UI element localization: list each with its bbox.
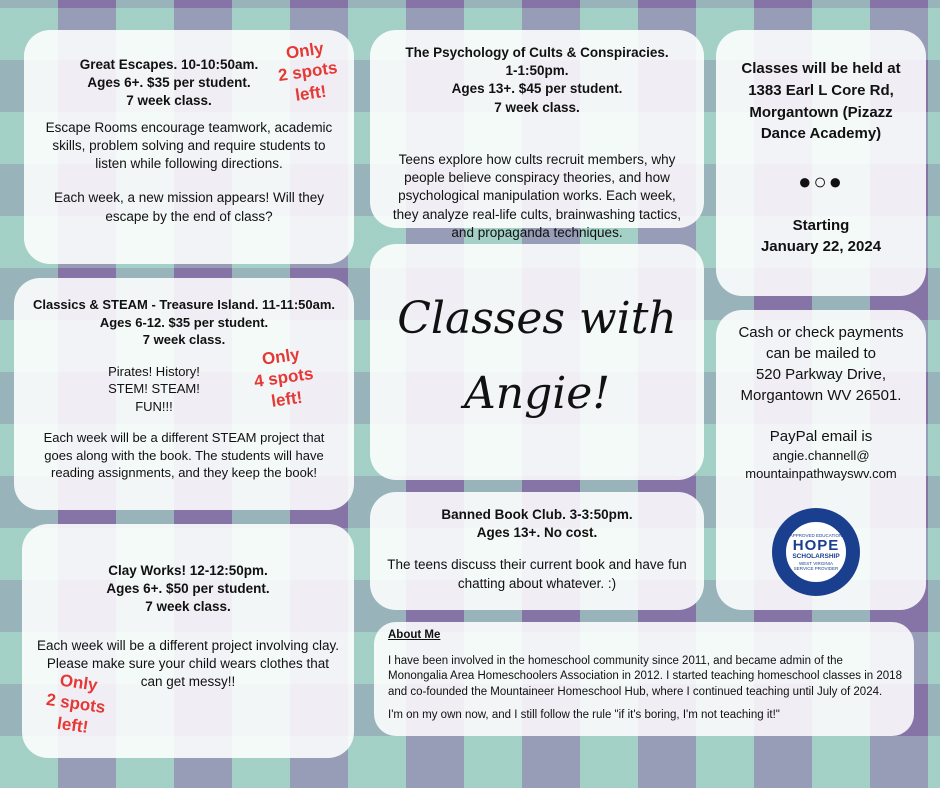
classics-ages: Ages 6-12. $35 per student. xyxy=(99,314,269,330)
classics-fun-3: FUN!!! xyxy=(135,398,173,414)
paypal-email-1: angie.channell@ xyxy=(772,448,870,463)
classics-title: Classics & STEAM - Treasure Island. 11-11:50am. xyxy=(32,297,336,312)
cults-time: 1-1:50pm. xyxy=(505,63,569,79)
cults-title: The Psychology of Cults & Conspiracies. xyxy=(405,45,669,60)
location-card xyxy=(716,30,926,296)
clay-length: 7 week class. xyxy=(145,599,231,615)
great-escapes-length: 7 week class. xyxy=(126,93,212,109)
great-escapes-desc-2: Each week, a new mission appears! Will they escape by the end of class? xyxy=(53,190,325,224)
banned-title: Banned Book Club. 3-3:50pm. xyxy=(441,507,633,522)
starting-label: Starting xyxy=(792,216,850,234)
start-date: January 22, 2024 xyxy=(760,238,882,256)
banned-book-card xyxy=(370,492,704,610)
dots-icon: ●○● xyxy=(798,169,844,194)
great-escapes-spots: Only 2 spots left! xyxy=(276,38,339,105)
great-escapes-ages: Ages 6+. $35 per student. xyxy=(87,75,251,91)
hope-scholarship-seal-icon: APPROVED EDUCATION HOPE SCHOLARSHIP WEST VIRGINIA SERVICE PROVIDER xyxy=(772,508,860,596)
classics-fun-1: Pirates! History! xyxy=(108,363,200,379)
banned-ages: Ages 13+. No cost. xyxy=(476,525,598,541)
about-card xyxy=(374,622,914,736)
banned-desc: The teens discuss their current book and have fun chatting about whatever. :) xyxy=(387,557,687,591)
clay-title: Clay Works! 12-12:50pm. xyxy=(108,563,268,578)
about-paragraph-1: I have been involved in the homeschool community since 2011, and became admin of the Monongalia Area Homeschoolers Association in 2012. I started teaching homeschool classes in 2018 and co-founded the Mountaineer Homeschool Hub, where I continued teaching until July of 2024. xyxy=(388,654,902,698)
about-paragraph-2: I'm on my own now, and I still follow the rule "if it's boring, I'm not teaching it!" xyxy=(388,709,780,722)
cults-ages: Ages 13+. $45 per student. xyxy=(451,81,623,97)
clay-ages: Ages 6+. $50 per student. xyxy=(106,581,270,597)
classics-spots: Only 4 spots left! xyxy=(252,344,315,411)
about-heading: About Me xyxy=(388,629,441,641)
classics-length: 7 week class. xyxy=(142,332,226,348)
location-text: Classes will be held at 1383 Earl L Core Rd, Morgantown (Pizazz Dance Academy) xyxy=(741,60,901,143)
cults-card xyxy=(370,30,704,240)
paypal-email-2: mountainpathwayswv.com xyxy=(745,466,897,482)
payment-address: 520 Parkway Drive, Morgantown WV 26501. xyxy=(740,366,902,404)
cults-length: 7 week class. xyxy=(494,99,580,115)
clay-desc: Each week will be a different project involving clay. Please make sure your child wears clothes that can get messy!! xyxy=(37,637,339,690)
page-title: Classes with Angie! xyxy=(397,293,677,419)
cults-desc: Teens explore how cults recruit members, why people believe conspiracy theories, and how psychological manipulation works. Each week, they analyze real-life cults, brainwashing tactics, and propaganda techniques. xyxy=(392,151,682,240)
paypal-label: PayPal email is xyxy=(769,428,873,445)
great-escapes-desc-1: Escape Rooms encourage teamwork, academic skills, problem solving and require students to listen while following directions. xyxy=(45,119,333,172)
great-escapes-title: Great Escapes. 10-10:50am. xyxy=(79,57,259,72)
classics-fun-2: STEM! STEAM! xyxy=(108,381,200,397)
classics-desc: Each week will be a different STEAM project that goes along with the book. The students will have reading assignments, and they keep the book! xyxy=(43,430,325,481)
clay-spots: Only 2 spots left! xyxy=(44,670,107,737)
payment-text: Cash or check payments can be mailed to xyxy=(738,324,904,362)
